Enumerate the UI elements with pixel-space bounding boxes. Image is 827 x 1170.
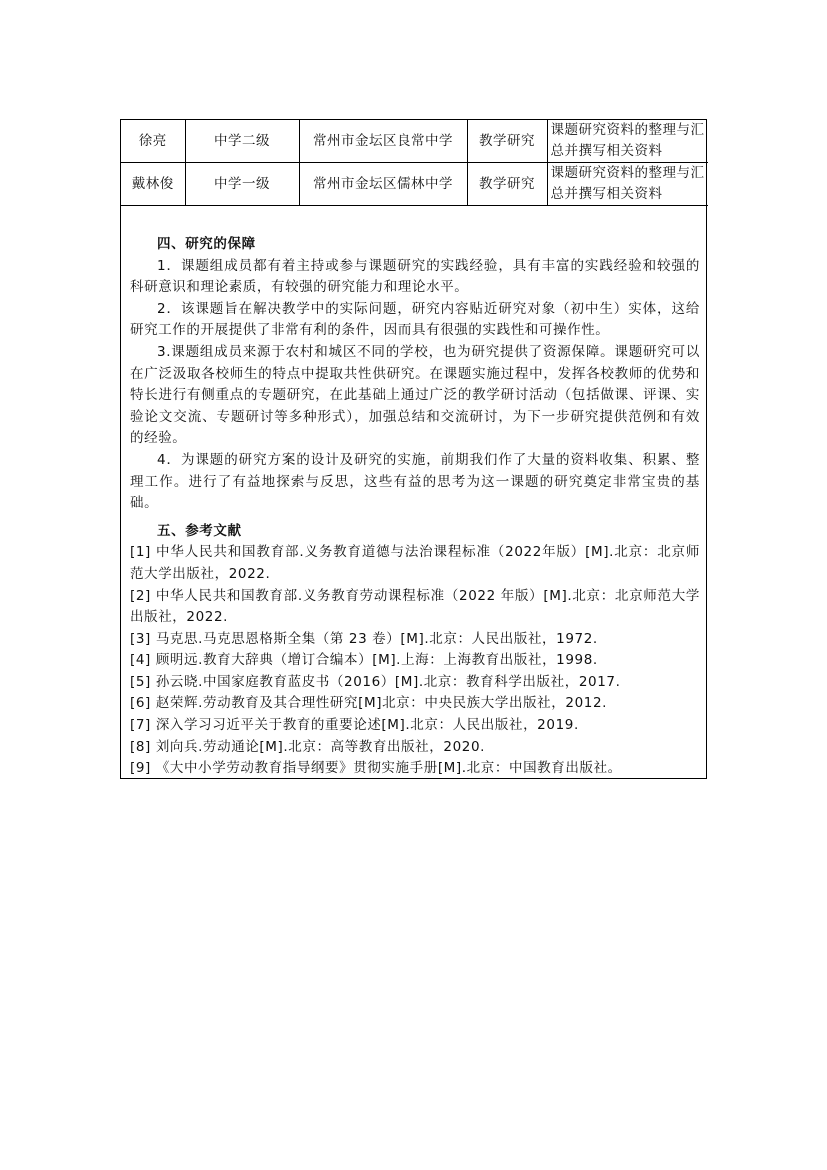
paragraph: 1．课题组成员都有着主持或参与课题研究的实践经验，具有丰富的实践经验和较强的科研意识和理论素质，有较强的研究能力和理论水平。: [130, 257, 700, 296]
member-task: 课题研究资料的整理与汇总并撰写相关资料: [547, 120, 708, 163]
reference-item: [1] 中华人民共和国教育部.义务教育道德与法治课程标准（2022年版）[M].北京：北京师范大学出版社，2022.: [130, 544, 700, 582]
section-heading-guarantee: 四、研究的保障: [157, 236, 256, 252]
member-name: 徐亮: [121, 120, 185, 163]
table-row: [121, 163, 708, 206]
reference-item: [7] 深入学习习近平关于教育的重要论述[M].北京：人民出版社，2019.: [130, 717, 579, 734]
member-field: 教学研究: [467, 120, 547, 163]
paragraph: 2．该课题旨在解决教学中的实际问题，研究内容贴近研究对象（初中生）实体，这给研究工作的开展提供了非常有利的条件，因而具有很强的实践性和可操作性。: [130, 300, 700, 339]
paragraph: 3.课题组成员来源于农村和城区不同的学校，也为研究提供了资源保障。课题研究可以在广泛汲取各校师生的特点中提取共性供研究。在课题实施过程中，发挥各校教师的优势和特长进行有侧重点的专题研究，在此基础上通过广泛的教学研讨活动（包括做课、评课、实验论文交流、专题研讨等多种形式），加强总结和交流研讨，为下一步研究提供范例和有效的经验。: [130, 343, 700, 447]
reference-list: [130, 542, 700, 780]
body-content: [121, 204, 708, 780]
reference-item: [6] 赵荣辉.劳动教育及其合理性研究[M]北京：中央民族大学出版社，2012.: [130, 695, 608, 712]
reference-item: [9] 《大中小学劳动教育指导纲要》贯彻实施手册[M].北京：中国教育出版社。: [130, 760, 622, 777]
member-title: 中学一级: [185, 163, 299, 206]
reference-item: [2] 中华人民共和国教育部.义务教育劳动课程标准（2022 年版）[M].北京：北京师范大学出版社，2022.: [130, 587, 700, 626]
section-heading-references: 五、参考文献: [157, 522, 242, 539]
member-school: 常州市金坛区良常中学: [299, 120, 467, 163]
reference-item: [4] 顾明远.教育大辞典（增订合编本）[M].上海：上海教育出版社，1998.: [130, 652, 598, 669]
reference-item: [3] 马克思.马克思恩格斯全集（第 23 卷）[M].北京：人民出版社，1972.: [130, 630, 598, 647]
reference-item: [5] 孙云晓.中国家庭教育蓝皮书（2016）[M].北京：教育科学出版社，2017.: [130, 673, 621, 690]
paragraph: 4．为课题的研究方案的设计及研究的实施，前期我们作了大量的资料收集、积累、整理工作。进行了有益地探索与反思，这些有益的思考为这一课题的研究奠定非常宝贵的基础。: [130, 451, 700, 512]
member-task: 课题研究资料的整理与汇总并撰写相关资料: [547, 163, 708, 206]
member-school: 常州市金坛区儒林中学: [299, 163, 467, 206]
document-frame: [120, 119, 707, 779]
reference-item: [8] 刘向兵.劳动通论[M].北京：高等教育出版社，2020.: [130, 738, 486, 755]
member-name: 戴林俊: [121, 163, 185, 206]
member-field: 教学研究: [467, 163, 547, 206]
member-title: 中学二级: [185, 120, 299, 163]
table-row: [121, 120, 708, 163]
members-table: [121, 120, 708, 206]
